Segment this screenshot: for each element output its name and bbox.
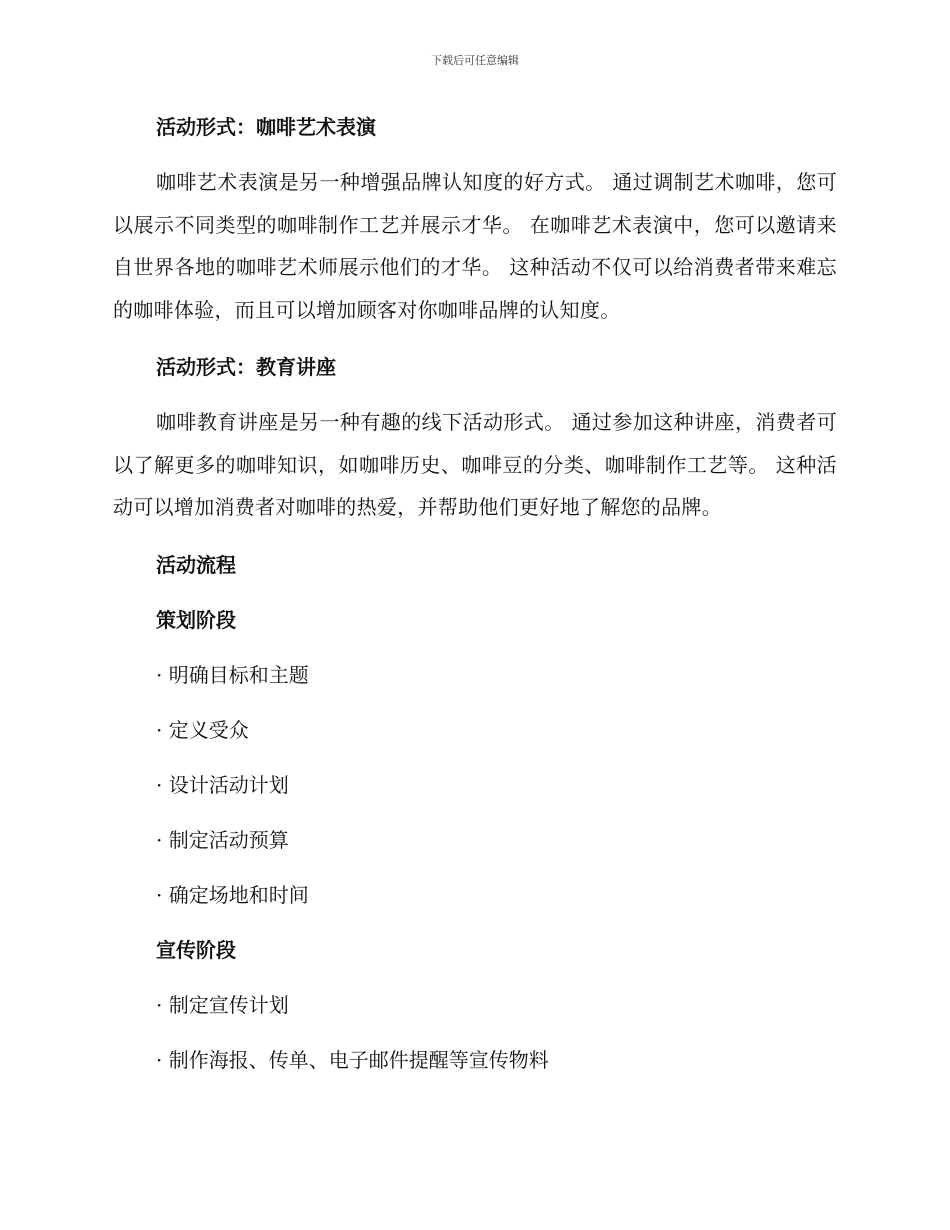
paragraph-art-show: 咖啡艺术表演是另一种增强品牌认知度的好方式。 通过调制艺术咖啡，您可以展示不同类型的咖啡制作工艺并展示才华。 在咖啡艺术表演中，您可以邀请来自世界各地的咖啡艺术师展示他们的才华。 这种活动不仅可以给消费者带来难忘的咖啡体验，而且可以增加顾客对你咖啡品牌的认知度。 (113, 170, 837, 322)
document-body (113, 110, 837, 1077)
list-item-planning-venue: · 确定场地和时间 (156, 882, 309, 907)
section-heading-art-show: 活动形式：咖啡艺术表演 (156, 115, 376, 139)
list-item-planning-budget: · 制定活动预算 (156, 827, 289, 852)
list-item-planning-audience: · 定义受众 (156, 717, 249, 742)
paragraph-lecture: 咖啡教育讲座是另一种有趣的线下活动形式。 通过参加这种讲座，消费者可以了解更多的咖啡知识，如咖啡历史、咖啡豆的分类、咖啡制作工艺等。 这种活动可以增加消费者对咖啡的热爱，并帮助他们更好地了解您的品牌。 (113, 410, 837, 519)
page-header: 下载后可任意编辑 (431, 54, 519, 67)
list-item-planning-goals: · 明确目标和主题 (156, 662, 309, 687)
list-item-promotion-materials: · 制作海报、传单、电子邮件提醒等宣传物料 (156, 1047, 549, 1072)
list-item-promotion-plan: · 制定宣传计划 (156, 992, 289, 1017)
section-heading-planning: 策划阶段 (156, 607, 236, 632)
section-heading-process: 活动流程 (156, 552, 236, 577)
section-heading-promotion: 宣传阶段 (156, 937, 236, 962)
section-heading-lecture: 活动形式：教育讲座 (156, 355, 336, 379)
list-item-planning-design: · 设计活动计划 (156, 772, 289, 797)
